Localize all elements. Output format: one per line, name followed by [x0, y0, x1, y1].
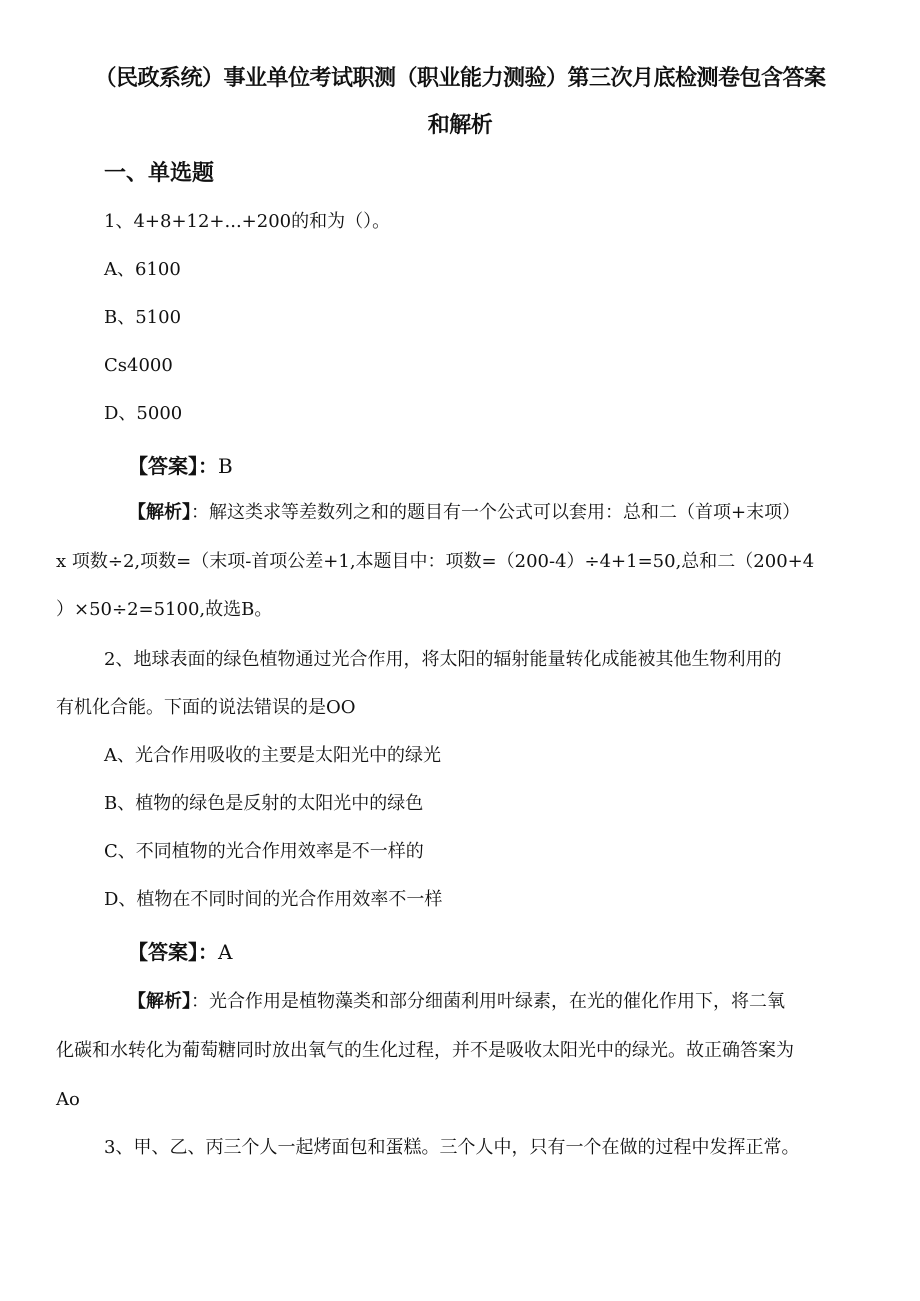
question-1-option-a: A、6100 [104, 259, 181, 280]
answer-value: A [218, 940, 233, 964]
question-2-option-d: D、植物在不同时间的光合作用效率不一样 [104, 889, 443, 910]
explanation-label: 【解析】 [128, 502, 191, 523]
answer-value: B [218, 454, 233, 478]
question-1-option-c: Cs4000 [104, 355, 173, 376]
question-1-explanation-line3: ）×50÷2=5100,故选B。 [56, 599, 273, 620]
document-title-line1: （民政系统）事业单位考试职测（职业能力测验）第三次月底检测卷包含答案 [94, 66, 826, 91]
question-2-answer [128, 939, 232, 965]
question-2-option-c: C、不同植物的光合作用效率是不一样的 [104, 841, 424, 862]
question-2-stem-line1: 2、地球表面的绿色植物通过光合作用，将太阳的辐射能量转化成能被其他生物利用的 [104, 649, 782, 670]
question-2-explanation-line2: 化碳和水转化为葡萄糖同时放出氧气的生化过程，并不是吸收太阳光中的绿光。故正确答案为 [56, 1040, 794, 1061]
answer-label: 【答案】： [128, 454, 218, 478]
question-1-option-d: D、5000 [104, 403, 183, 424]
explanation-text: ：解这类求等差数列之和的题目有一个公式可以套用：总和二（首项+末项） [191, 502, 801, 523]
question-1-answer [128, 453, 233, 479]
explanation-text: ：光合作用是植物藻类和部分细菌利用叶绿素，在光的催化作用下，将二氧 [191, 991, 785, 1012]
question-1-stem: 1、4+8+12+...+200的和为（）。 [104, 211, 391, 232]
question-1-explanation-line1 [128, 501, 800, 525]
question-2-stem-line2: 有机化合能。下面的说法错误的是OO [56, 697, 356, 718]
question-1-option-b: B、5100 [104, 307, 182, 328]
section-heading: 一、单选题 [104, 161, 215, 186]
question-2-explanation-line3: Ao [56, 1089, 80, 1110]
answer-label: 【答案】： [128, 940, 218, 964]
question-1-explanation-line2: x 项数÷2,项数=（末项-首项公差+1,本题目中：项数=（200-4）÷4+1=50,总和二（200+4 [56, 551, 815, 572]
question-2-option-b: B、植物的绿色是反射的太阳光中的绿色 [104, 793, 424, 814]
question-2-option-a: A、光合作用吸收的主要是太阳光中的绿光 [104, 745, 441, 766]
question-2-explanation-line1 [128, 990, 785, 1014]
question-3-stem: 3、甲、乙、丙三个人一起烤面包和蛋糕。三个人中，只有一个在做的过程中发挥正常。 [104, 1137, 800, 1158]
document-title-line2: 和解析 [427, 113, 493, 138]
explanation-label: 【解析】 [128, 991, 191, 1012]
